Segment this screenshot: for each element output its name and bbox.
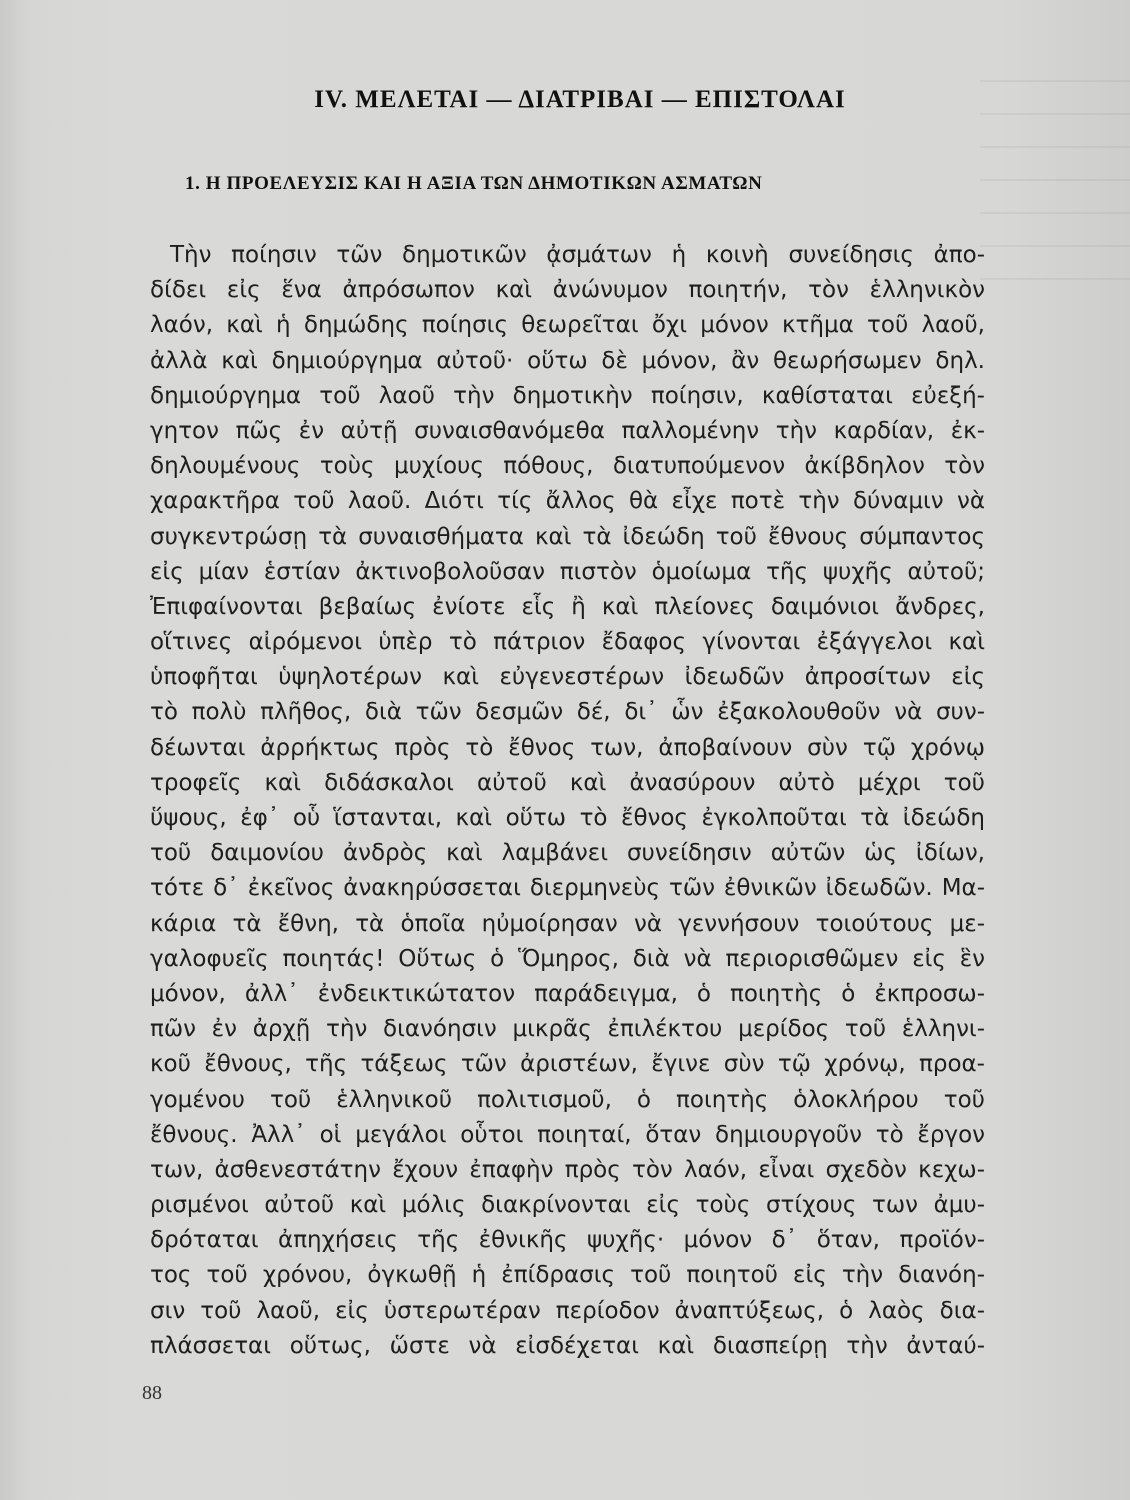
text-line: τότε δ᾽ ἐκεῖνος ἀνακηρύσσεται διερμηνεὺς τῶν ἐθνικῶν ἰδεωδῶν. Μα- [150,875,985,902]
chapter-title: 1. Η ΠΡΟΕΛΕΥΣΙΣ ΚΑΙ Η ΑΞΙΑ ΤΩΝ ΔΗΜΟΤΙΚΩΝ ΑΣΜΑΤΩΝ [185,173,763,194]
show-through-text [980,80,1130,280]
text-line: εἰς μίαν ἑστίαν ἀκτινοβολοῦσαν πιστὸν ὁμοίωμα τῆς ψυχῆς αὐτοῦ; [150,558,985,585]
text-line: Τὴν ποίησιν τῶν δημοτικῶν ᾀσμάτων ἡ κοινὴ συνείδησις ἀπο- [170,242,985,268]
text-line: δηλουμένους τοὺς μυχίους πόθους, διατυπούμενον ἀκίβδηλον τὸν [150,453,985,480]
page-number: 88 [142,1382,162,1404]
text-line: ἀλλὰ καὶ δημιούργημα αὐτοῦ· οὕτω δὲ μόνον, ἂν θεωρήσωμεν δηλ. [150,347,985,374]
text-line: τὸ πολὺ πλῆθος, διὰ τῶν δεσμῶν δέ, δι᾽ ὧν ἐξακολουθοῦν νὰ συν- [150,699,985,726]
text-line: γομένου τοῦ ἑλληνικοῦ πολιτισμοῦ, ὁ ποιητὴς ὁλοκλήρου τοῦ [150,1086,985,1113]
text-line: πῶν ἐν ἀρχῇ τὴν διανόησιν μικρᾶς ἐπιλέκτου μερίδος τοῦ ἑλληνι- [150,1016,985,1043]
text-line: δημιούργημα τοῦ λαοῦ τὴν δημοτικὴν ποίησιν, καθίσταται εὐεξή- [150,382,985,409]
text-line: ὕψους, ἐφ᾽ οὗ ἵστανται, καὶ οὕτω τὸ ἔθνος ἐγκολποῦται τὰ ἰδεώδη [150,805,985,831]
text-line: οἵτινες αἰρόμενοι ὑπὲρ τὸ πάτριον ἔδαφος γίνονται ἐξάγγελοι καὶ [150,629,985,656]
text-line: κοῦ ἔθνους, τῆς τάξεως τῶν ἀριστέων, ἔγινε σὺν τῷ χρόνῳ, προα- [150,1051,985,1078]
text-line: δίδει εἰς ἕνα ἀπρόσωπον καὶ ἀνώνυμον ποιητήν, τὸν ἑλληνικὸν [150,277,985,304]
text-line: δέωνται ἀρρήκτως πρὸς τὸ ἔθνος των, ἀποβαίνουν σὺν τῷ χρόνῳ [150,734,985,761]
section-title: IV. ΜΕΛΕΤΑΙ — ΔΙΑΤΡΙΒΑΙ — ΕΠΙΣΤΟΛΑΙ [314,86,846,113]
text-line: τοῦ δαιμονίου ἀνδρὸς καὶ λαμβάνει συνείδησιν αὐτῶν ὡς ἰδίων, [150,840,985,867]
text-line: μόνον, ἀλλ᾽ ἐνδεικτικώτατον παράδειγμα, ὁ ποιητὴς ὁ ἐκπροσω- [150,980,985,1007]
text-line: ρισμένοι αὐτοῦ καὶ μόλις διακρίνονται εἰς τοὺς στίχους των ἀμυ- [150,1192,985,1219]
text-line: χαρακτῆρα τοῦ λαοῦ. Διότι τίς ἄλλος θὰ εἶχε ποτὲ τὴν δύναμιν νὰ [150,488,985,515]
text-line: Ἐπιφαίνονται βεβαίως ἐνίοτε εἷς ἢ καὶ πλείονες δαιμόνιοι ἄνδρες, [150,593,985,620]
text-line: ὑποφῆται ὑψηλοτέρων καὶ εὐγενεστέρων ἰδεωδῶν ἀπροσίτων εἰς [150,664,985,691]
text-line: σιν τοῦ λαοῦ, εἰς ὑστερωτέραν περίοδον ἀναπτύξεως, ὁ λαὸς δια- [150,1297,985,1324]
text-line: δρόταται ἀπηχήσεις τῆς ἐθνικῆς ψυχῆς· μόνον δ᾽ ὅταν, προϊόν- [150,1227,985,1254]
text-line: κάρια τὰ ἔθνη, τὰ ὁποῖα ηὐμοίρησαν νὰ γεννήσουν τοιούτους με- [150,910,985,937]
text-line: ἔθνους. Ἀλλ᾽ οἱ μεγάλοι οὗτοι ποιηταί, ὅταν δημιουργοῦν τὸ ἔργον [150,1121,985,1148]
text-line: συγκεντρώσῃ τὰ συναισθήματα καὶ τὰ ἰδεώδη τοῦ ἔθνους σύμπαντος [150,523,985,550]
text-line: λαόν, καὶ ἡ δημώδης ποίησις θεωρεῖται ὄχι μόνον κτῆμα τοῦ λαοῦ, [150,312,985,339]
text-line: πλάσσεται οὕτως, ὥστε νὰ εἰσδέχεται καὶ διασπείρῃ τὴν ἀνταύ- [150,1332,985,1359]
text-line: των, ἀσθενεστάτην ἔχουν ἐπαφὴν πρὸς τὸν λαόν, εἶναι σχεδὸν κεχω- [150,1156,985,1183]
body-text [150,238,985,1364]
text-line: τος τοῦ χρόνου, ὀγκωθῇ ἡ ἐπίδρασις τοῦ ποιητοῦ εἰς τὴν διανόη- [150,1262,985,1289]
text-line: γητον πῶς ἐν αὐτῇ συναισθανόμεθα παλλομένην τὴν καρδίαν, ἐκ- [150,417,985,444]
text-line: γαλοφυεῖς ποιητάς! Οὕτως ὁ Ὅμηρος, διὰ νὰ περιορισθῶμεν εἰς ἓν [150,945,985,972]
text-line: τροφεῖς καὶ διδάσκαλοι αὐτοῦ καὶ ἀνασύρουν αὐτὸ μέχρι τοῦ [150,769,985,796]
